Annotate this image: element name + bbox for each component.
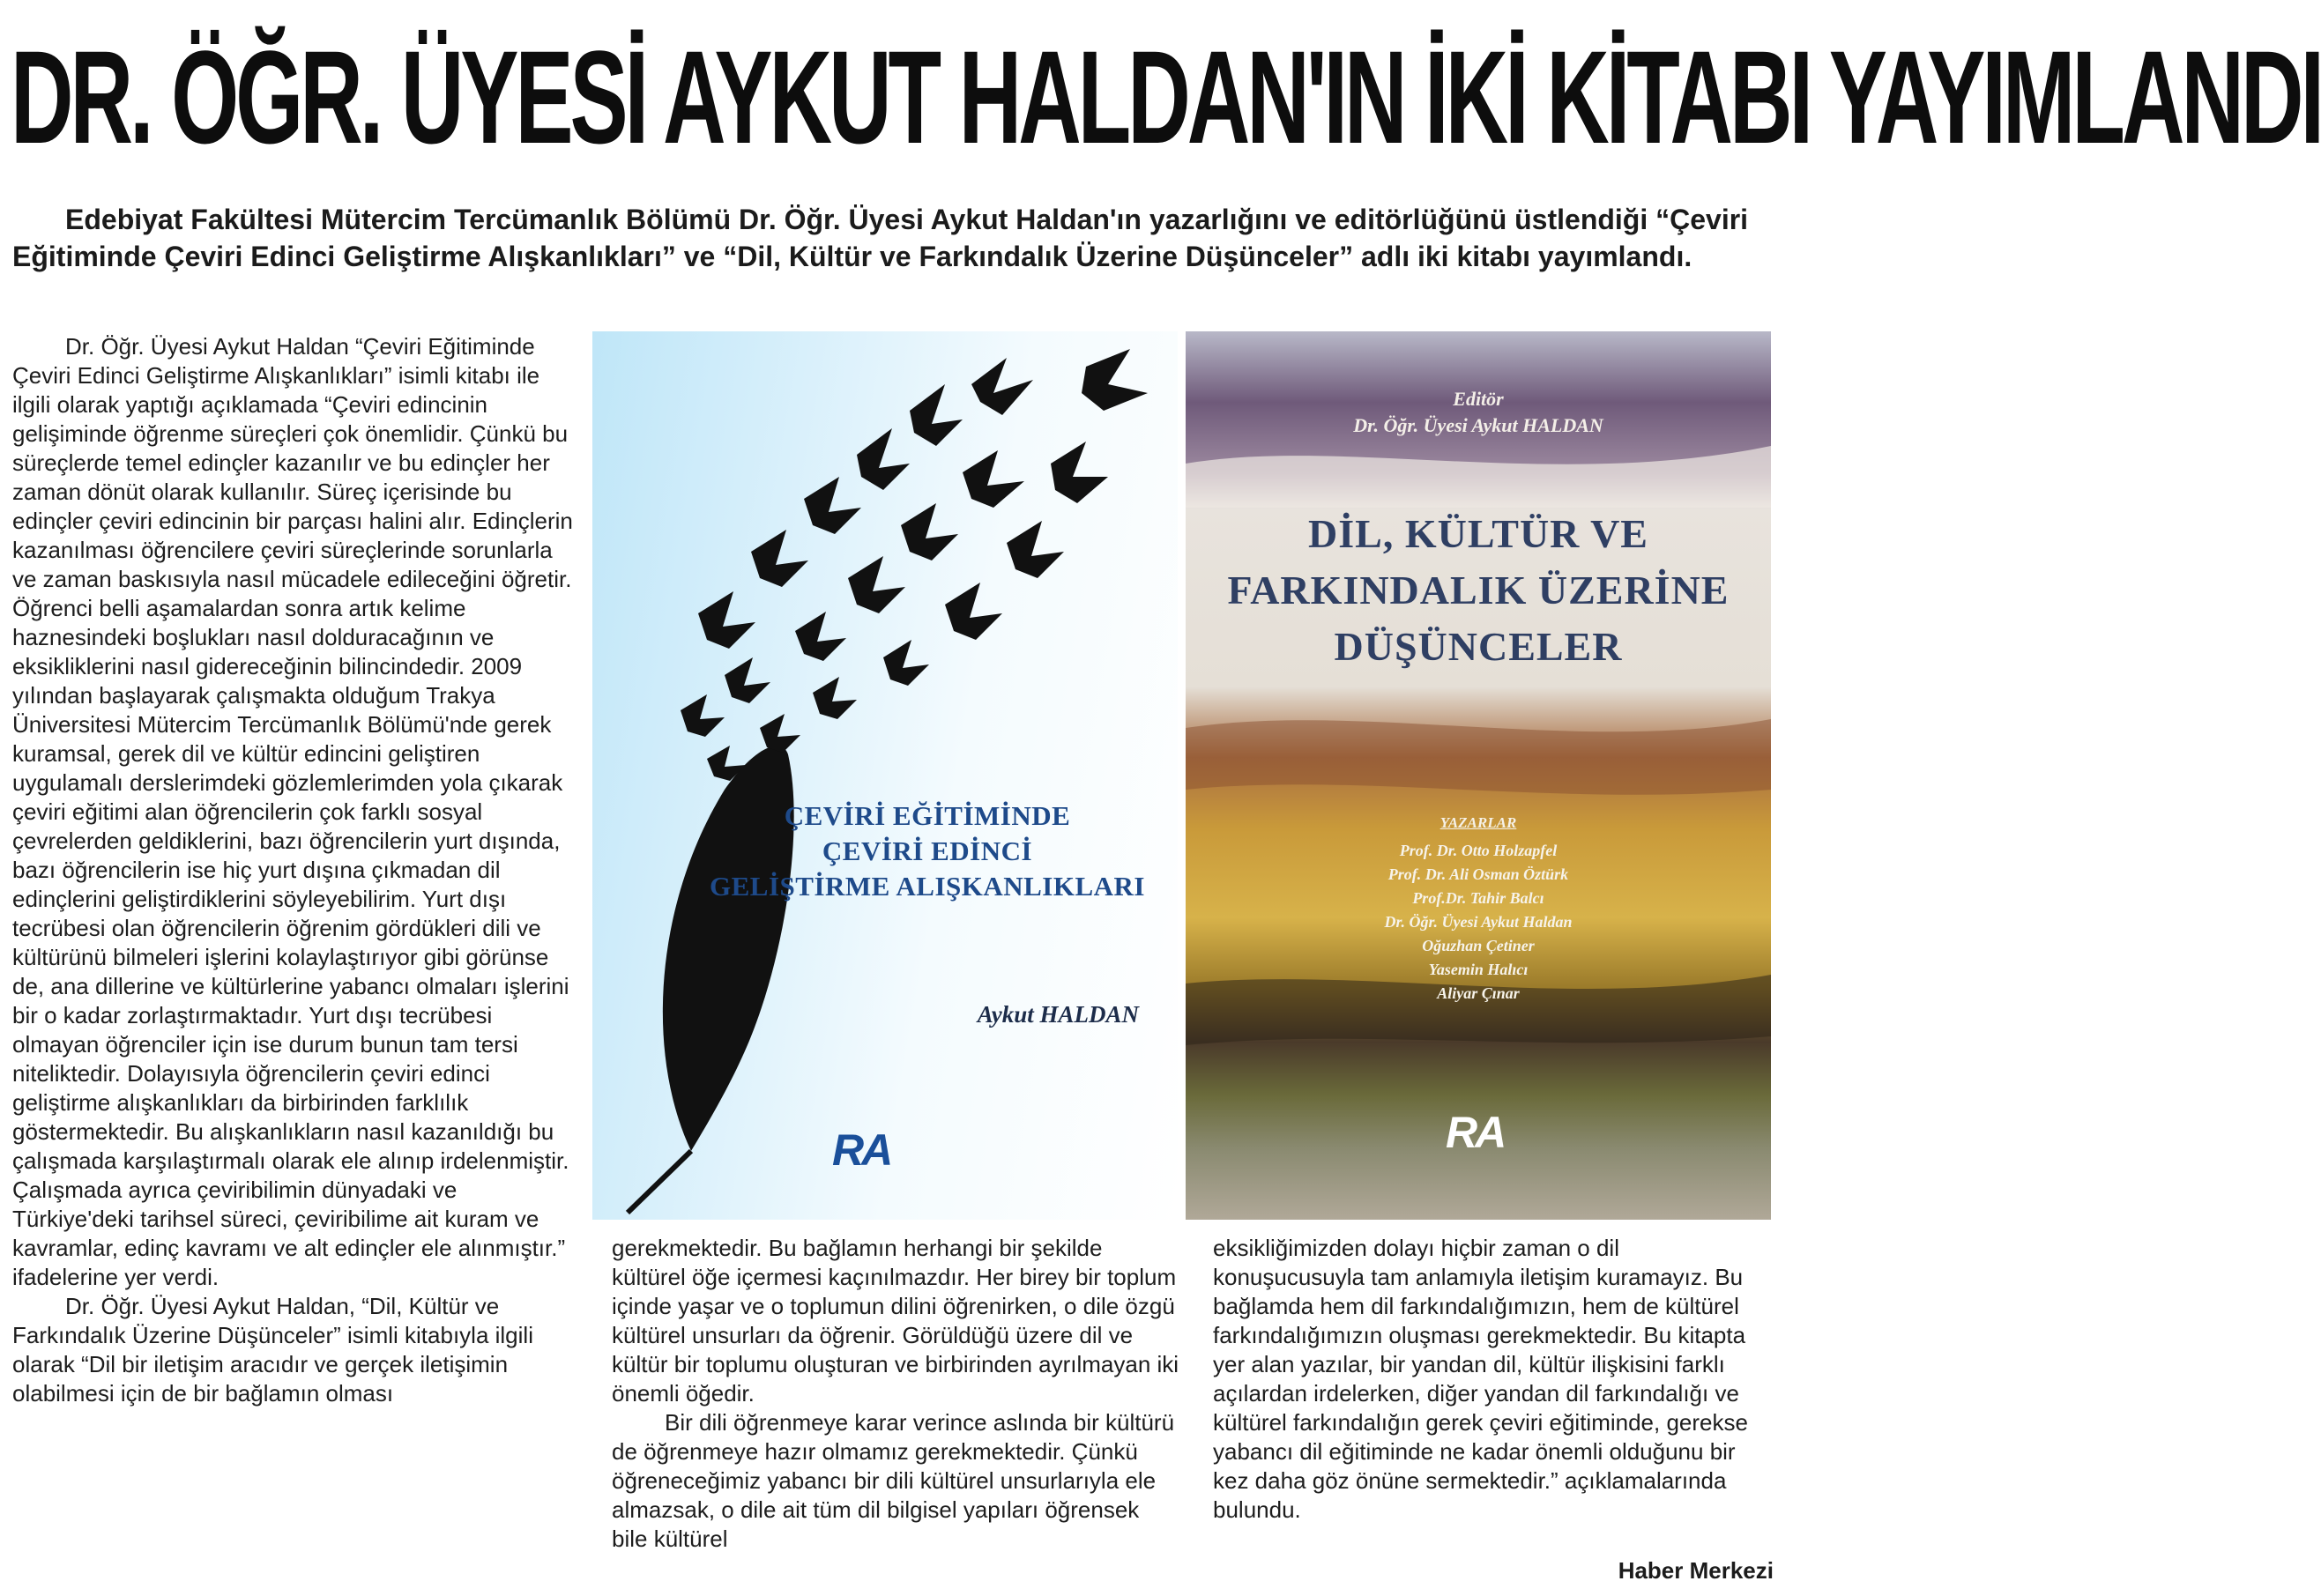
byline: Haber Merkezi	[1618, 1557, 1774, 1584]
cover2-title	[1186, 506, 1771, 675]
cover2-author: Oğuzhan Çetiner	[1422, 937, 1535, 954]
bird-icon	[681, 349, 1148, 781]
article-column-3	[1213, 1234, 1774, 1525]
cover2-editor	[1186, 386, 1771, 439]
cover2-authors-heading: YAZARLAR	[1439, 814, 1517, 831]
cover1-author: Aykut HALDAN	[977, 1001, 1139, 1028]
cover2-author: Yasemin Halıcı	[1428, 961, 1529, 978]
paragraph: Dr. Öğr. Üyesi Aykut Haldan, “Dil, Kültür ve Farkındalık Üzerine Düşünceler” isimli kitabıyla ilgili olarak “Dil bir iletişim aracıdır ve gerçek iletişimin olabilmesi için de bir bağlamın olması	[12, 1293, 533, 1407]
cover2-author: Prof. Dr. Otto Holzapfel	[1399, 842, 1558, 859]
cover2-title-line: DİL, KÜLTÜR VE	[1308, 511, 1648, 556]
book-cover-ceviri-egitiminde	[592, 331, 1178, 1220]
cover2-authors-list	[1186, 839, 1771, 1006]
cover2-author: Prof.Dr. Tahir Balcı	[1412, 889, 1544, 907]
cover1-title-line: ÇEVİRİ EĞİTİMİNDE	[784, 800, 1071, 831]
publisher-logo-icon: RA	[832, 1125, 891, 1175]
paragraph: Bir dili öğrenmeye karar verince aslında bir kültürü de öğrenmeye hazır olmamız gerekmektedir. Çünkü öğreneceğimiz yabancı bir dili kültürel unsurlarıyla ele almazsak, o dile ait tüm dil bilgisel yapıları öğrensek bile kültürel	[612, 1409, 1175, 1552]
lead-paragraph	[12, 201, 1767, 275]
cover2-title-line: FARKINDALIK ÜZERİNE	[1227, 568, 1730, 612]
cover2-editor-name: Dr. Öğr. Üyesi Aykut HALDAN	[1353, 414, 1603, 436]
watercolor-background	[1186, 331, 1771, 1220]
birds-feather-illustration	[592, 331, 1178, 1220]
cover2-author: Dr. Öğr. Üyesi Aykut Haldan	[1384, 913, 1573, 931]
cover2-title-line: DÜŞÜNCELER	[1334, 624, 1623, 669]
paragraph: gerekmektedir. Bu bağlamın herhangi bir şekilde kültürel öğe içermesi kaçınılmazdır. Her birey bir toplum içinde yaşar ve o toplumun dilini öğrenirken, o dile özgü kültürel unsurları da öğrenir. Görüldüğü üzere dil ve kültür bir toplumu oluşturan ve birbirinden ayrılmayan iki önemli öğedir.	[612, 1235, 1179, 1407]
cover1-title-line: ÇEVİRİ EDİNCİ	[822, 835, 1033, 866]
article-column-1	[12, 332, 573, 1408]
cover2-editor-label: Editör	[1453, 388, 1504, 410]
lead-text: Edebiyat Fakültesi Mütercim Tercümanlık Bölümü Dr. Öğr. Üyesi Aykut Haldan'ın yazarlığını ve editörlüğünü üstlendiği “Çeviri Eğitiminde Çeviri Edinci Geliştirme Alışkanlıkları” ve “Dil, Kültür ve Farkındalık Üzerine Düşünceler” adlı iki kitabı yayımlandı.	[12, 204, 1749, 272]
paragraph: Dr. Öğr. Üyesi Aykut Haldan “Çeviri Eğitiminde Çeviri Edinci Geliştirme Alışkanlıkları” isimli kitabı ile ilgili olarak yaptığı açıklamada “Çeviri edincinin gelişiminde öğrenme süreçleri çok önemlidir. Çünkü bu süreçlerde temel edinçler kazanılır ve bu edinçler her zaman dönüt olarak kullanılır. Süreç içerisinde bu edinçler çeviri edincinin bir parçası halini alır. Edinçlerin kazanılması öğrencilere çeviri süreçlerinde sorunlarla ve zaman baskısıyla nasıl mücadele edileceğini öğretir. Öğrenci belli aşamalardan sonra artık kelime haznesindeki boşlukları nasıl dolduracağının ve eksikliklerini nasıl gidereceğinin bilincindedir. 2009 yılından başlayarak çalışmakta olduğum Trakya Üniversitesi Mütercim Tercümanlık Bölümü'nde gerek kuramsal, gerek dil ve kültür edincini geliştiren uygulamalı derslerimdeki gözlemlerimden yola çıkarak çeviri eğitimi alan öğrencilerin çok farklı sosyal çevrelerden geldiklerini, bazı öğrencilerin yurt dışında, bazı öğrencilerin ise hiç yurt dışına çıkmadan dil edinçlerini geliştirdiklerini söyleyebilirim. Yurt dışı tecrübesi olan öğrencilerin öğrenim gördükleri dili ve kültürünü bilmeleri işlerini kolaylaştırıyor gibi görünse de, ana dillerine ve kültürlerine yabancı olmaları işlerini bir o kadar zorlaştırmaktadır. Yurt dışı tecrübesi olmayan öğrenciler için ise durum bunun tam tersi niteliktedir. Dolayısıyla öğrencilerin çeviri edinci geliştirme alışkanlıkları da birbirinden farklılık göstermektedir. Bu alışkanlıkların nasıl kazanıldığı bu çalışmada karşılaştırmalı olarak ele alınıp irdelenmiştir. Çalışmada ayrıca çeviribilimin dünyadaki ve Türkiye'deki tarihsel süreci, çeviribilime ait kuram ve kavramlar, edinç kavramı ve alt edinçler ele alınmıştır.” ifadelerine yer verdi.	[12, 333, 573, 1290]
cover1-title-line: GELİŞTİRME ALIŞKANLIKLARI	[710, 871, 1145, 902]
paragraph: eksikliğimizden dolayı hiçbir zaman o dil konuşucusuyla tam anlamıyla iletişim kuramayız. Bu bağlamda hem dil farkındalığımızın, hem de kültürel farkındalığımızın oluşması gerekmektedir. Bu kitapta yer alan yazılar, bir yandan dil, kültür ilişkisini farklı açılardan irdelerken, diğer yandan dil farkındalığı ve kültürel farkındalığın gerek çeviri eğitiminde, gerekse yabancı dil eğitiminde ne kadar önemli olduğunu bir kez daha göz önüne sermektedir.” açıklamalarında bulundu.	[1213, 1235, 1748, 1523]
headline: DR. ÖĞR. ÜYESİ AYKUT HALDAN'IN İKİ KİTABI YAYIMLANDI	[11, 23, 2321, 171]
cover1-title	[689, 798, 1165, 904]
article-column-2	[612, 1234, 1180, 1554]
book-cover-dil-kultur	[1186, 331, 1771, 1220]
cover2-author: Prof. Dr. Ali Osman Öztürk	[1387, 865, 1569, 883]
cover2-author: Aliyar Çınar	[1437, 984, 1520, 1002]
publisher-logo-icon: RA	[1446, 1108, 1505, 1157]
